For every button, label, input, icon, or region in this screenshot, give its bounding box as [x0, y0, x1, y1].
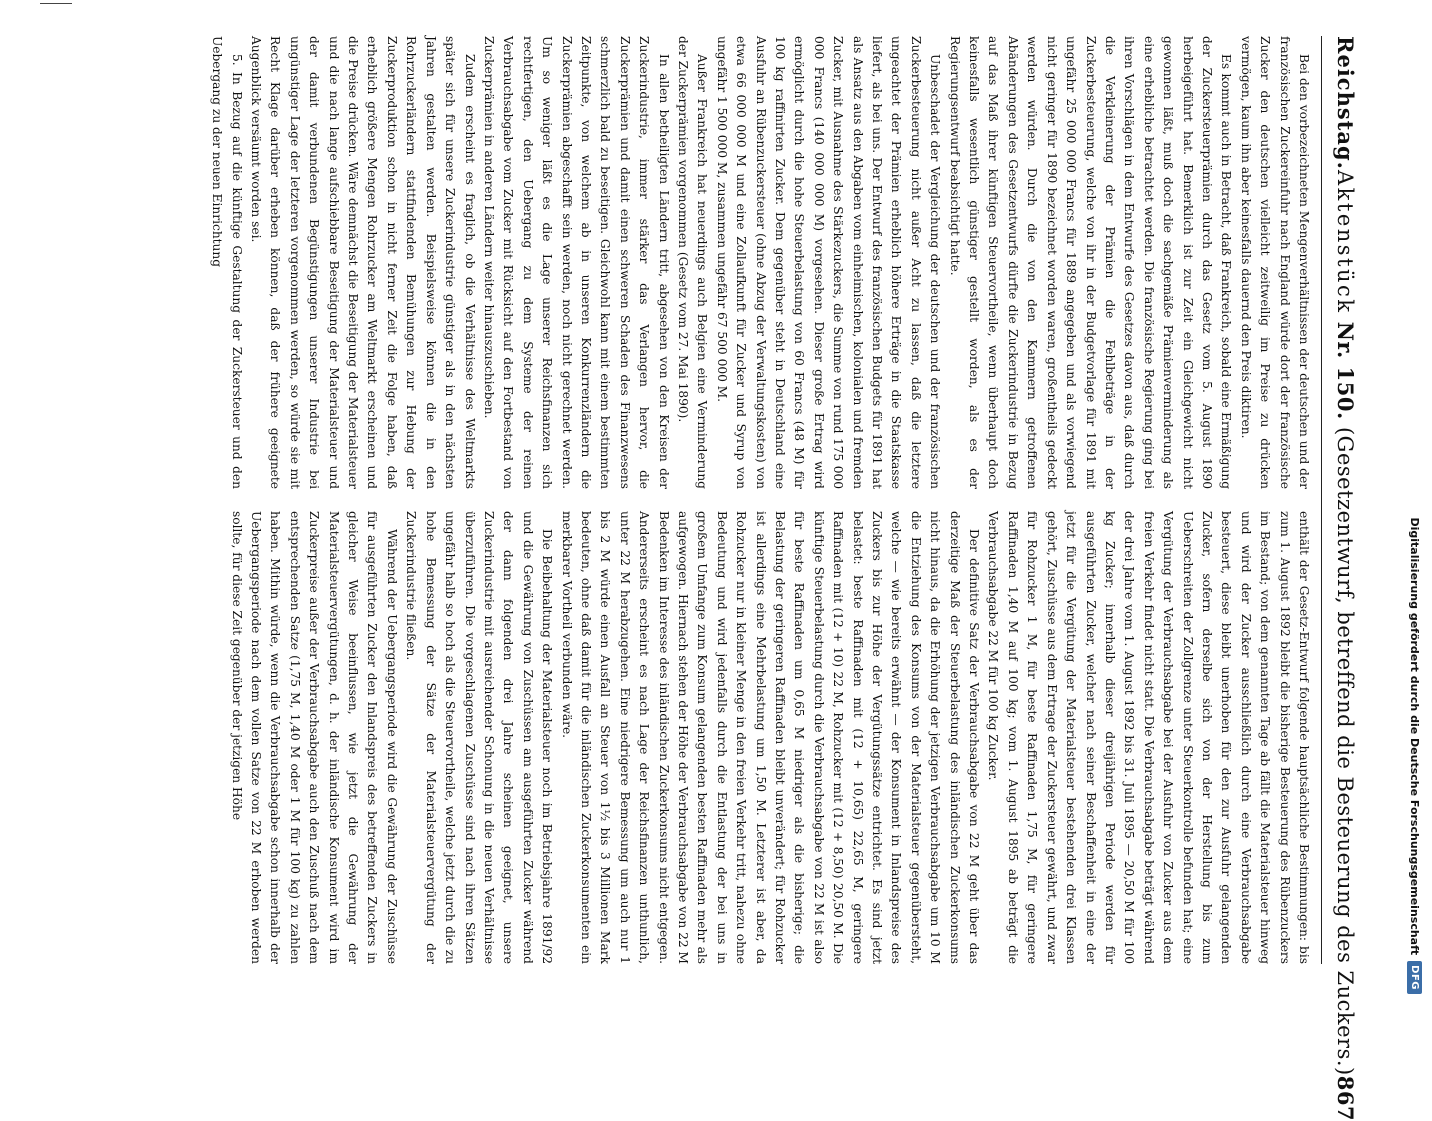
credit-text: Digitalisierung gefördert durch die Deutsche Forschungsgemeinschaft	[1408, 517, 1422, 956]
paragraph: Unbeschadet der Vergleichung der deutschen und der französischen Zuckerbesteuerung nicht außer Acht zu lassen, daß die letztere ungeachtet der Prämien erheblich höhere Erträge in die Staatskasse liefert, als bei uns. Der Entwurf des französischen Budgets für 1891 hat als Ansatz aus den Abgaben vom einheimischen, kolonialen und fremden Zucker, mit Ausnahme des Stärkezuckers, die Summe von rund 175 000 000 Francs (140 000 000 M) vorgesehen. Dieser große Ertrag wird ermöglicht durch die hohe Steuerbelastung von 60 Francs (48 M) für 100 kg raffinirten Zucker. Dem gegenüber steht in Deutschland eine Ausfuhr an Rübenzuckersteuer (ohne Abzug der Verwaltungskosten) von etwa 66 000 000 M und eine Zollaufkunft für Zucker und Syrup von ungefähr 1 500 000 M, zusammen ungefähr 67 500 000 M.	[714, 36, 943, 489]
digitization-credit	[1398, 0, 1432, 1000]
header-subject: (Gesetzentwurf, betreffend die Besteuerung des Zuckers.)	[1333, 426, 1357, 1076]
paragraph: Die Beibehaltung der Materialsteuer noch im Betriebsjahre 1891/92 und die Gewährung von Zuschüssen am ausgeführten Zucker während der dann folgenden drei Jahre scheinen geeignet, unsere Zuckerindustrie mit ausreichender Schonung in die neuen Verhältnisse überzuführen. Die vorgeschlagenen Zuschüsse sind nach ihren Sätzen ungefähr halb so hoch als die Steuervortheile, welche jetzt durch die zu hohe Bemessung der Sätze der Materialsteuervergütung der Zuckerindustrie fließen.	[404, 511, 555, 964]
paragraph: Bei den vorbezeichneten Mengenverhältnissen der deutschen und der französischen Zuckereinfuhr nach England würde dort der französische Zucker den deutschen vielleicht zeitweilig im Preise zu drücken vermögen, kaum ihn aber keinesfalls dauernd den Preis diktiren.	[1238, 36, 1311, 489]
header-prefix: Aktenstück	[1333, 169, 1357, 315]
paragraph: In allen betheiligten Ländern tritt, abgesehen von den Kreisen der Zuckerindustrie, immer stärker das Verlangen hervor, die Zuckerprämien und damit einen schweren Schaden des Finanzwesens schmerzlich bald zu beseitigen. Gleichwohl kann mit einem bestimmten Zeitpunkte, von welchem ab in unseren Konkurrenzländern die Zuckerprämien abgeschafft sein werden, noch nicht gerechnet werden. Um so weniger läßt es die Lage unserer Reichsfinanzen sich rechtfertigen, den Uebergang zu dem Systeme der reinen Verbrauchsabgabe vom Zucker mit Rücksicht auf den Fortbestand von Zuckerprämien in anderen Ländern weiter hinauszuschieben.	[481, 36, 671, 489]
left-column	[207, 36, 1313, 489]
paragraph: Außer Frankreich hat neuerdings auch Belgien eine Verminderung der Zuckerprämien vorgenommen (Gesetz vom 27. Mai 1890).	[676, 36, 710, 489]
paragraph: Zudem erscheint es fraglich, ob die Verhältnisse des Weltmarkts später sich für unsere Zuckerindustrie günstiger als in den nächsten Jahren gestalten werden. Beispielsweise können die in den Rohrzuckerländern stattfindenden Bemühungen zur Hebung der Zuckerproduktion schon in nicht ferner Zeit die Folge haben, daß erheblich größere Mengen Rohrzucker am Weltmarkt erscheinen und die Preise drücken. Wäre demnächst die Beseitigung der Materialsteuer und die nach lange aufschiebbare Beseitigung der Materialsteuer und der damit verbundenen Begünstigungen unserer Industrie bei ungünstiger Lage der letzteren vorgenommen werden, so würde sie mit Recht Klage darüber erheben können, daß der frühere geeignete Augenblick versäumt worden sei.	[249, 36, 477, 489]
right-column	[207, 511, 1313, 964]
header-number: Nr. 150.	[1333, 321, 1358, 420]
header-title	[1333, 170, 1358, 1076]
paragraph: enthält der Gesetz-Entwurf folgende hauptsächliche Bestimmungen: bis zum 1. August 1892 bleibt die bisherige Besteuerung des Rübenzuckers im Bestand; von dem genannten Tage ab fällt die Materialsteuer hinweg und wird der Zucker ausschließlich durch eine Verbrauchsabgabe besteuert, diese bleibt unerhoben für den zur Ausfuhr gelangenden Zucker, sofern derselbe sich von der Herstellung bis zum Ueberschreiten der Zollgrenze unter Steuerkontrolle befunden hat; eine Vergütung der Verbrauchsabgabe bei der Ausfuhr von Zucker aus dem freien Verkehr findet nicht statt. Die Verbrauchsabgabe beträgt während der drei Jahre vom 1. August 1892 bis 31. Juli 1895 — 20,50 M für 100 kg Zucker; innerhalb dieser dreijährigen Periode werden für ausgeführten Zucker, welcher nach seiner Beschaffenheit in eine der jetzt für die Vergütung der Materialsteuer bestehenden drei Klassen gehört, Zuschüsse aus dem Ertrage der Zuckersteuer gewährt, und zwar für Rohzucker 1 M, für beste Raffinaden 1,75 M, für geringere Raffinaden 1,40 M auf 100 kg; vom 1. August 1895 ab beträgt die Verbrauchsabgabe 22 M für 100 kg Zucker.	[986, 511, 1311, 964]
document-page	[72, 0, 1372, 1121]
paragraph: Es kommt auch in Betracht, daß Frankreich, sobald eine Ermäßigung der Zuckersteuerprämien durch das Gesetz vom 5. August 1890 herbeigeführt hat. Bemerklich ist zur Zeit ein Gleichgewicht nicht gewonnen läßt, muß doch die sachgemäße Prämienverminderung als eine erhebliche betrachtet werden. Die französische Regierung ging bei ihren Vorschlägen in dem Entwurfe des Gesetzes davon aus, daß durch die Verkleinerung der Prämien die Fehlbeträge in der Zuckerbesteuerung, welche von ihr in der Budgetvorlage für 1891 mit ungefähr 25 000 000 Francs für 1889 angegeben und als vorwiegend nicht geringer für 1890 bezeichnet worden waren, großentheils gedeckt werden würden. Durch die von den Kammern getroffenen Abänderungen des Gesetzentwurfs dürfte die Zuckerindustrie in Bezug auf das Maß ihrer künftigen Steuervortheile, wenn überhaupt doch keinesfalls wesentlich günstiger gestellt worden, als es der Regierungsentwurf beabsichtigt hatte.	[947, 36, 1234, 489]
page-number: 867	[1333, 1075, 1358, 1121]
text-columns	[207, 36, 1313, 964]
paragraph: Während der Uebergangsperiode wird die Gewährung der Zuschüsse für ausgeführten Zucker den Inlandspreis des betreffenden Zuckers in gleicher Weise beeinflussen, wie jetzt die Gewährung der Materialsteuervergütungen, d. h. der inländische Konsument wird im Zuckerpreise außer der Verbrauchsabgabe auch den Zuschuß nach dem entsprechenden Satze (1,75 M, 1,40 M oder 1 M für 100 kg) zu zahlen haben. Mithin würde, wenn die Verbrauchsabgabe schon innerhalb der Uebergangsperiode nach dem vollen Satze von 22 M erhoben werden sollte, für diese Zeit gegenüber der jetzigen Höhe	[229, 511, 399, 964]
paragraph: Der definitive Satz der Verbrauchsabgabe von 22 M geht über das derzeitige Maß der Steuerbelastung des inländischen Zuckerkonsums nicht hinaus, da die Erhöhung der jetzigen Verbrauchsabgabe um 10 M die Entziehung des Konsums von der Materialsteuer gegenübersteht, welche — wie bereits erwähnt — der Konsument in Inlandspreise des Zuckers bis zur Höhe der Vergütungssätze entrichtet. Es sind jetzt belastet: beste Raffinaden mit (12 + 10,65) 22,65 M, geringere Raffinaden mit (12 + 10) 22 M, Rohzucker mit (12 + 8,50) 20,50 M. Die künftige Steuerbelastung durch die Verbrauchsabgabe von 22 M ist also für beste Raffinaden um 0,65 M niedriger als die bisherige; die Belastung der geringeren Raffinaden bleibt unverändert; für Rohzucker ist allerdings eine Mehrbelastung um 1,50 M. Letzterer ist aber, da Rohzucker nur in kleiner Menge in den freien Verkehr tritt, nahezu ohne Bedeutung und wird jedenfalls durch die Entlastung der bei uns in großem Umfange zum Konsum gelangenden besten Raffinaden mehr als aufgewogen. Hiernach stehen der Höhe der Verbrauchsabgabe von 22 M Bedenken im Interesse des inländischen Zuckerkonsums nicht entgegen. Andererseits erscheint es nach Lage der Reichsfinanzen unthunlich, unter 22 M herabzugehen. Eine niedrigere Bemessung um auch nur 1 bis 2 M würde einen Ausfall an Steuer von 1½ bis 3 Millionen Mark bedeuten, ohne daß damit für die inländischen Zuckerkonsumenten ein merkbarer Vortheil verbunden wäre.	[559, 511, 982, 964]
dfg-logo: DFG	[1408, 961, 1423, 994]
page-header	[1321, 36, 1358, 1121]
header-source: Reichstag.	[1333, 36, 1358, 170]
paragraph: 5. In Bezug auf die künftige Gestaltung der Zuckersteuer und den Uebergang zu der neuen Einrichtung	[210, 36, 244, 489]
